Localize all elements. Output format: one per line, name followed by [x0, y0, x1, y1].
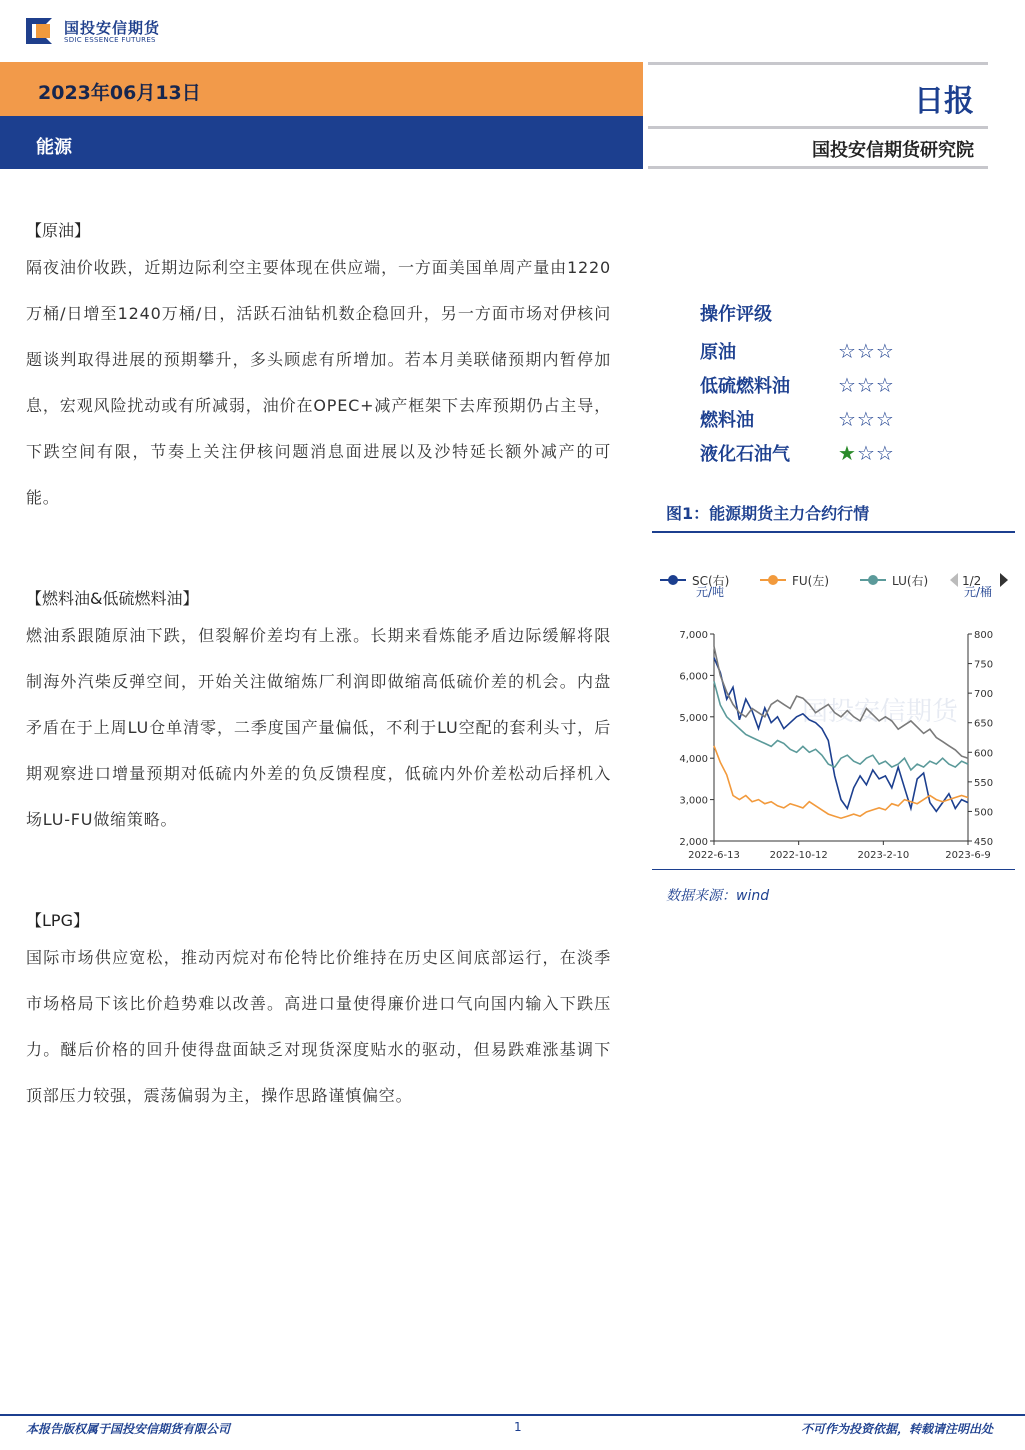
x-tick-label: 2023-6-9	[945, 850, 991, 861]
star-rating: ☆☆☆	[838, 339, 895, 363]
star-rating: ★☆☆	[838, 441, 895, 465]
report-type: 日报	[914, 84, 974, 119]
left-tick-label: 4,000	[679, 754, 708, 766]
legend-page: 1/2	[962, 574, 982, 588]
series-line-1	[714, 746, 968, 818]
legend-label-fu: FU(左)	[792, 574, 830, 588]
x-tick-label: 2023-2-10	[857, 850, 910, 861]
rating-title: 操作评级	[700, 304, 772, 325]
logo-icon	[26, 18, 58, 48]
report-date: 2023年06月13日	[38, 82, 201, 104]
rating-name: 液化石油气	[700, 444, 790, 465]
section-body: 国际市场供应宽松，推动丙烷对布伦特比价维持在历史区间底部运行，在淡季市场格局下该比价趋势难以改善。高进口量使得廉价进口气向国内输入下跌压力。醚后价格的回升使得盘面缺乏对现货深度贴水的驱动，但易跌难涨基调下顶部压力较强，震荡偏弱为主，操作思路谨慎偏空。	[26, 948, 611, 1105]
legend-label-lu: LU(右)	[892, 574, 929, 588]
figure-title: 图1：能源期货主力合约行情	[666, 504, 870, 523]
rating-row	[700, 402, 920, 436]
left-tick-label: 2,000	[679, 837, 708, 848]
footer-disclaimer: 不可作为投资依据，转载请注明出处	[800, 1422, 993, 1436]
right-tick-label: 600	[974, 748, 994, 760]
rating-name: 低硫燃料油	[700, 376, 790, 397]
left-axis-unit: 元/吨	[696, 585, 725, 599]
section-body: 隔夜油价收跌，近期边际利空主要体现在供应端，一方面美国单周产量由1220万桶/日增至1240万桶/日，活跃石油钻机数企稳回升，另一方面市场对伊核问题谈判取得进展的预期攀升，多头顾虑有所增加。若本月美联储预期内暂停加息，宏观风险扰动或有所减弱，油价在OPEC+减产框架下去库预期仍占主导，下跌空间有限，节奏上关注伊核问题消息面进展以及沙特延长额外减产的可能。	[26, 258, 611, 507]
x-tick-label: 2022-6-13	[688, 850, 740, 861]
section-crude-oil	[26, 218, 611, 521]
section-title: 【LPG】	[26, 911, 89, 930]
rating-row	[700, 334, 920, 368]
right-tick-label: 700	[974, 689, 994, 701]
legend-marker-lu	[868, 575, 878, 585]
right-tick-label: 750	[974, 659, 994, 671]
category-bar	[0, 116, 643, 169]
energy-futures-chart	[652, 560, 1015, 868]
left-tick-label: 7,000	[679, 630, 708, 641]
section-title: 【燃料油&低硫燃料油】	[26, 589, 199, 608]
figure-source: 数据来源：wind	[666, 888, 770, 904]
star-rating: ☆☆☆	[838, 407, 895, 431]
star-rating: ☆☆☆	[838, 373, 895, 397]
page-number: 1	[514, 1420, 522, 1434]
section-lpg	[26, 908, 611, 1119]
section-body: 燃油系跟随原油下跌，但裂解价差均有上涨。长期来看炼能矛盾边际缓解将限制海外汽柴反弹空间，开始关注做缩炼厂利润即做缩高低硫价差的机会。内盘矛盾在于上周LU仓单清零，二季度国产量偏低，不利于LU空配的套利头寸，后期观察进口增量预期对低硫内外差的负反馈程度，低硫内外价差松动后择机入场LU-FU做缩策略。	[26, 626, 611, 829]
legend-label-sc: SC(右)	[692, 574, 730, 588]
legend-prev-icon[interactable]	[950, 573, 958, 587]
figure-top-rule	[652, 531, 1015, 533]
right-tick-label: 800	[974, 630, 994, 641]
rating-name: 原油	[700, 342, 736, 363]
chart-watermark: 国投安信期货	[802, 697, 959, 727]
right-axis-unit: 元/桶	[964, 585, 993, 599]
left-tick-label: 3,000	[679, 795, 708, 807]
figure-bottom-rule	[652, 869, 1015, 870]
right-tick-label: 650	[974, 718, 994, 730]
footer-copyright: 本报告版权属于国投安信期货有限公司	[26, 1422, 231, 1436]
chart-svg	[652, 560, 1015, 868]
rating-row	[700, 436, 920, 470]
report-header-right	[648, 62, 988, 169]
rating-row	[700, 368, 920, 402]
report-category: 能源	[36, 137, 72, 158]
left-tick-label: 6,000	[679, 671, 708, 683]
operation-rating	[700, 300, 920, 470]
date-bar	[0, 62, 643, 116]
right-tick-label: 500	[974, 807, 994, 819]
section-fuel-oil	[26, 586, 611, 843]
right-tick-label: 450	[974, 837, 994, 848]
legend-next-icon[interactable]	[1000, 573, 1008, 587]
section-title: 【原油】	[26, 221, 91, 240]
organization-name: 国投安信期货研究院	[812, 140, 974, 161]
right-tick-label: 550	[974, 777, 994, 789]
legend-marker-sc	[668, 575, 678, 585]
logo-cn-text: 国投安信期货	[64, 19, 161, 38]
logo-en-text: SDIC ESSENCE FUTURES	[64, 36, 156, 45]
rating-name: 燃料油	[700, 410, 754, 431]
company-logo	[26, 18, 160, 48]
x-tick-label: 2022-10-12	[769, 850, 828, 861]
series-line-0	[714, 658, 968, 812]
legend-marker-fu	[768, 575, 778, 585]
left-tick-label: 5,000	[679, 712, 708, 724]
footer-rule	[0, 1414, 1025, 1416]
